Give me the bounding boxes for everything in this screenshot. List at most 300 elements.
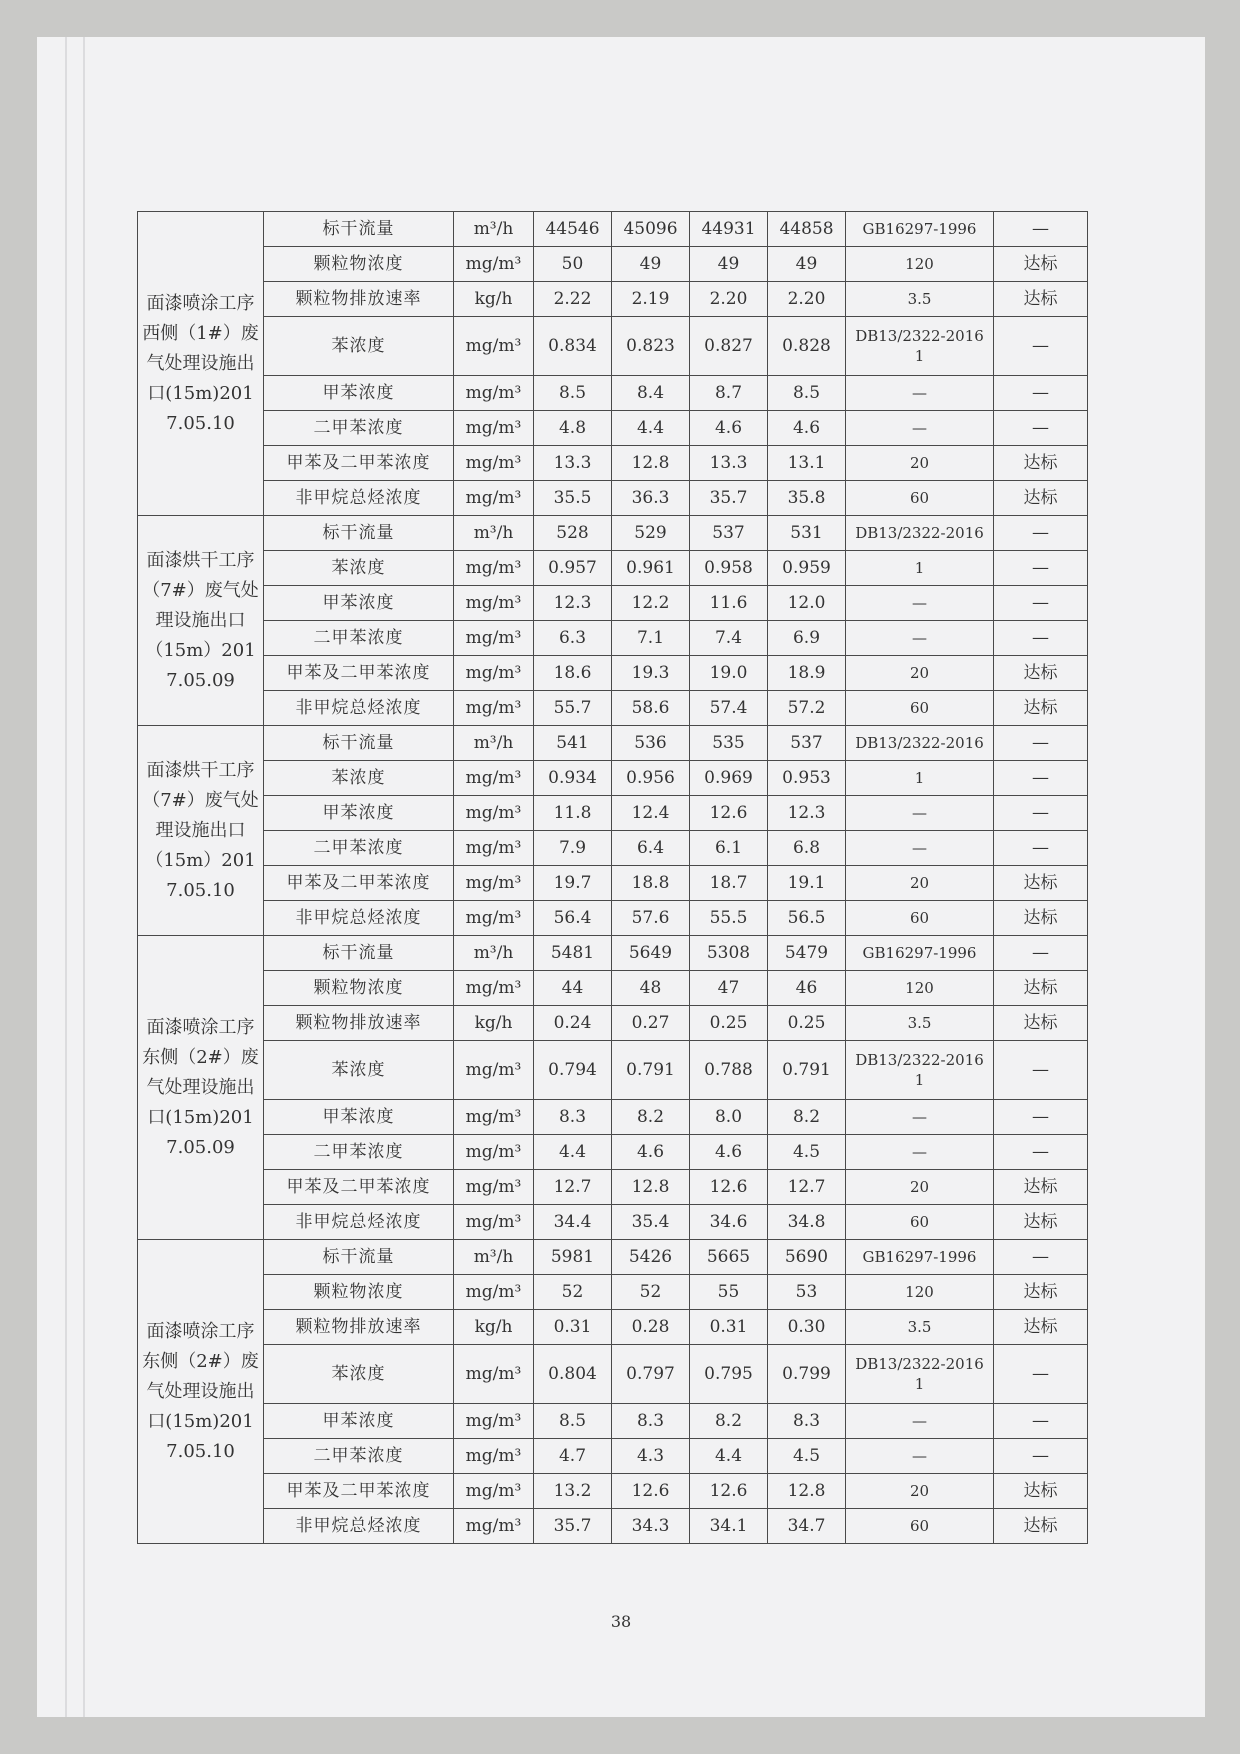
unit-cell: mg/m³ bbox=[454, 411, 534, 446]
value-cell: 8.4 bbox=[612, 376, 690, 411]
value-cell: 8.3 bbox=[612, 1404, 690, 1439]
value-cell: 5481 bbox=[534, 936, 612, 971]
standard-cell: — bbox=[846, 586, 994, 621]
value-cell: 7.4 bbox=[690, 621, 768, 656]
document-page bbox=[37, 37, 1205, 1717]
item-cell: 苯浓度 bbox=[264, 1345, 454, 1404]
table-row bbox=[138, 411, 1088, 446]
result-cell: 达标 bbox=[994, 971, 1088, 1006]
value-cell: 12.7 bbox=[768, 1170, 846, 1205]
unit-cell: mg/m³ bbox=[454, 1100, 534, 1135]
result-cell: 达标 bbox=[994, 656, 1088, 691]
unit-cell: mg/m³ bbox=[454, 1275, 534, 1310]
result-cell: — bbox=[994, 831, 1088, 866]
unit-cell: mg/m³ bbox=[454, 1041, 534, 1100]
unit-cell: mg/m³ bbox=[454, 1404, 534, 1439]
standard-cell: DB13/2322-2016 bbox=[846, 516, 994, 551]
value-cell: 5649 bbox=[612, 936, 690, 971]
unit-cell: mg/m³ bbox=[454, 446, 534, 481]
value-cell: 7.9 bbox=[534, 831, 612, 866]
result-cell: 达标 bbox=[994, 481, 1088, 516]
value-cell: 8.5 bbox=[768, 376, 846, 411]
table-row bbox=[138, 446, 1088, 481]
standard-cell: 3.5 bbox=[846, 1310, 994, 1345]
result-cell: 达标 bbox=[994, 1170, 1088, 1205]
value-cell: 34.7 bbox=[768, 1509, 846, 1544]
value-cell: 52 bbox=[534, 1275, 612, 1310]
value-cell: 0.961 bbox=[612, 551, 690, 586]
value-cell: 57.6 bbox=[612, 901, 690, 936]
standard-cell: DB13/2322-2016 1 bbox=[846, 1345, 994, 1404]
item-cell: 颗粒物浓度 bbox=[264, 247, 454, 282]
table-row bbox=[138, 971, 1088, 1006]
value-cell: 13.2 bbox=[534, 1474, 612, 1509]
binding-line bbox=[65, 37, 67, 1717]
value-cell: 35.8 bbox=[768, 481, 846, 516]
table-row bbox=[138, 1240, 1088, 1275]
item-cell: 苯浓度 bbox=[264, 317, 454, 376]
table-row bbox=[138, 1439, 1088, 1474]
standard-cell: 60 bbox=[846, 481, 994, 516]
table-row bbox=[138, 936, 1088, 971]
value-cell: 8.2 bbox=[612, 1100, 690, 1135]
value-cell: 8.0 bbox=[690, 1100, 768, 1135]
standard-cell: — bbox=[846, 796, 994, 831]
table-row bbox=[138, 1135, 1088, 1170]
value-cell: 4.6 bbox=[768, 411, 846, 446]
value-cell: 0.791 bbox=[768, 1041, 846, 1100]
value-cell: 4.6 bbox=[690, 1135, 768, 1170]
item-cell: 二甲苯浓度 bbox=[264, 831, 454, 866]
unit-cell: mg/m³ bbox=[454, 1205, 534, 1240]
value-cell: 4.4 bbox=[534, 1135, 612, 1170]
item-cell: 颗粒物浓度 bbox=[264, 971, 454, 1006]
value-cell: 0.794 bbox=[534, 1041, 612, 1100]
value-cell: 49 bbox=[768, 247, 846, 282]
value-cell: 47 bbox=[690, 971, 768, 1006]
unit-cell: mg/m³ bbox=[454, 621, 534, 656]
standard-cell: 3.5 bbox=[846, 1006, 994, 1041]
value-cell: 0.957 bbox=[534, 551, 612, 586]
value-cell: 4.6 bbox=[612, 1135, 690, 1170]
value-cell: 0.827 bbox=[690, 317, 768, 376]
table-row bbox=[138, 1474, 1088, 1509]
item-cell: 甲苯及二甲苯浓度 bbox=[264, 656, 454, 691]
value-cell: 11.6 bbox=[690, 586, 768, 621]
value-cell: 12.8 bbox=[612, 1170, 690, 1205]
item-cell: 甲苯及二甲苯浓度 bbox=[264, 1474, 454, 1509]
value-cell: 4.3 bbox=[612, 1439, 690, 1474]
standard-cell: — bbox=[846, 1439, 994, 1474]
value-cell: 0.956 bbox=[612, 761, 690, 796]
value-cell: 8.2 bbox=[768, 1100, 846, 1135]
value-cell: 5308 bbox=[690, 936, 768, 971]
value-cell: 57.2 bbox=[768, 691, 846, 726]
value-cell: 12.6 bbox=[612, 1474, 690, 1509]
table-row bbox=[138, 481, 1088, 516]
table-row bbox=[138, 1345, 1088, 1404]
unit-cell: kg/h bbox=[454, 1310, 534, 1345]
value-cell: 8.2 bbox=[690, 1404, 768, 1439]
result-cell: — bbox=[994, 726, 1088, 761]
value-cell: 0.31 bbox=[690, 1310, 768, 1345]
table-row bbox=[138, 1509, 1088, 1544]
value-cell: 12.6 bbox=[690, 796, 768, 831]
result-cell: 达标 bbox=[994, 1474, 1088, 1509]
value-cell: 0.31 bbox=[534, 1310, 612, 1345]
result-cell: — bbox=[994, 586, 1088, 621]
standard-cell: 120 bbox=[846, 247, 994, 282]
value-cell: 34.8 bbox=[768, 1205, 846, 1240]
item-cell: 二甲苯浓度 bbox=[264, 621, 454, 656]
value-cell: 13.3 bbox=[534, 446, 612, 481]
standard-cell: — bbox=[846, 1404, 994, 1439]
item-cell: 甲苯浓度 bbox=[264, 586, 454, 621]
value-cell: 55.5 bbox=[690, 901, 768, 936]
item-cell: 二甲苯浓度 bbox=[264, 1439, 454, 1474]
value-cell: 541 bbox=[534, 726, 612, 761]
value-cell: 0.27 bbox=[612, 1006, 690, 1041]
unit-cell: mg/m³ bbox=[454, 761, 534, 796]
result-cell: 达标 bbox=[994, 1275, 1088, 1310]
value-cell: 49 bbox=[690, 247, 768, 282]
value-cell: 535 bbox=[690, 726, 768, 761]
table-row bbox=[138, 1205, 1088, 1240]
value-cell: 6.3 bbox=[534, 621, 612, 656]
item-cell: 标干流量 bbox=[264, 212, 454, 247]
standard-cell: 60 bbox=[846, 691, 994, 726]
unit-cell: mg/m³ bbox=[454, 376, 534, 411]
result-cell: — bbox=[994, 1439, 1088, 1474]
table-row bbox=[138, 1041, 1088, 1100]
section-label: 面漆烘干工序（7#）废气处理设施出口（15m）2017.05.10 bbox=[138, 726, 264, 936]
standard-cell: — bbox=[846, 376, 994, 411]
value-cell: 528 bbox=[534, 516, 612, 551]
table-row bbox=[138, 656, 1088, 691]
result-cell: 达标 bbox=[994, 866, 1088, 901]
value-cell: 529 bbox=[612, 516, 690, 551]
value-cell: 4.8 bbox=[534, 411, 612, 446]
standard-cell: 60 bbox=[846, 1205, 994, 1240]
value-cell: 56.5 bbox=[768, 901, 846, 936]
table-row bbox=[138, 691, 1088, 726]
standard-cell: GB16297-1996 bbox=[846, 936, 994, 971]
value-cell: 12.0 bbox=[768, 586, 846, 621]
table-row bbox=[138, 282, 1088, 317]
value-cell: 48 bbox=[612, 971, 690, 1006]
item-cell: 甲苯及二甲苯浓度 bbox=[264, 446, 454, 481]
result-cell: — bbox=[994, 1135, 1088, 1170]
unit-cell: m³/h bbox=[454, 726, 534, 761]
value-cell: 0.958 bbox=[690, 551, 768, 586]
value-cell: 34.4 bbox=[534, 1205, 612, 1240]
value-cell: 46 bbox=[768, 971, 846, 1006]
value-cell: 0.25 bbox=[768, 1006, 846, 1041]
value-cell: 0.28 bbox=[612, 1310, 690, 1345]
table-row bbox=[138, 761, 1088, 796]
item-cell: 苯浓度 bbox=[264, 761, 454, 796]
value-cell: 19.7 bbox=[534, 866, 612, 901]
result-cell: — bbox=[994, 1100, 1088, 1135]
unit-cell: mg/m³ bbox=[454, 901, 534, 936]
value-cell: 44 bbox=[534, 971, 612, 1006]
result-cell: — bbox=[994, 796, 1088, 831]
standard-cell: 1 bbox=[846, 761, 994, 796]
item-cell: 标干流量 bbox=[264, 936, 454, 971]
standard-cell: 20 bbox=[846, 446, 994, 481]
value-cell: 0.791 bbox=[612, 1041, 690, 1100]
result-cell: — bbox=[994, 317, 1088, 376]
value-cell: 44931 bbox=[690, 212, 768, 247]
value-cell: 536 bbox=[612, 726, 690, 761]
unit-cell: mg/m³ bbox=[454, 1345, 534, 1404]
result-cell: — bbox=[994, 212, 1088, 247]
value-cell: 4.6 bbox=[690, 411, 768, 446]
unit-cell: mg/m³ bbox=[454, 796, 534, 831]
value-cell: 2.19 bbox=[612, 282, 690, 317]
table-row bbox=[138, 586, 1088, 621]
unit-cell: mg/m³ bbox=[454, 691, 534, 726]
item-cell: 甲苯浓度 bbox=[264, 1100, 454, 1135]
item-cell: 二甲苯浓度 bbox=[264, 411, 454, 446]
value-cell: 12.2 bbox=[612, 586, 690, 621]
value-cell: 6.4 bbox=[612, 831, 690, 866]
result-cell: 达标 bbox=[994, 446, 1088, 481]
value-cell: 19.0 bbox=[690, 656, 768, 691]
section-label: 面漆喷涂工序东侧（2#）废气处理设施出口(15m)2017.05.10 bbox=[138, 1240, 264, 1544]
standard-cell: 20 bbox=[846, 1474, 994, 1509]
value-cell: 35.7 bbox=[690, 481, 768, 516]
result-cell: 达标 bbox=[994, 247, 1088, 282]
value-cell: 4.5 bbox=[768, 1439, 846, 1474]
value-cell: 12.3 bbox=[534, 586, 612, 621]
value-cell: 0.934 bbox=[534, 761, 612, 796]
table-row bbox=[138, 726, 1088, 761]
item-cell: 标干流量 bbox=[264, 516, 454, 551]
value-cell: 0.25 bbox=[690, 1006, 768, 1041]
item-cell: 颗粒物排放速率 bbox=[264, 1006, 454, 1041]
item-cell: 颗粒物浓度 bbox=[264, 1275, 454, 1310]
item-cell: 非甲烷总烃浓度 bbox=[264, 901, 454, 936]
unit-cell: mg/m³ bbox=[454, 1135, 534, 1170]
value-cell: 55.7 bbox=[534, 691, 612, 726]
result-cell: — bbox=[994, 1345, 1088, 1404]
standard-cell: 3.5 bbox=[846, 282, 994, 317]
value-cell: 7.1 bbox=[612, 621, 690, 656]
unit-cell: mg/m³ bbox=[454, 247, 534, 282]
value-cell: 52 bbox=[612, 1275, 690, 1310]
value-cell: 0.959 bbox=[768, 551, 846, 586]
value-cell: 0.795 bbox=[690, 1345, 768, 1404]
item-cell: 非甲烷总烃浓度 bbox=[264, 1205, 454, 1240]
value-cell: 34.1 bbox=[690, 1509, 768, 1544]
value-cell: 6.8 bbox=[768, 831, 846, 866]
value-cell: 18.8 bbox=[612, 866, 690, 901]
table-row bbox=[138, 621, 1088, 656]
value-cell: 0.797 bbox=[612, 1345, 690, 1404]
result-cell: 达标 bbox=[994, 691, 1088, 726]
value-cell: 0.788 bbox=[690, 1041, 768, 1100]
standard-cell: — bbox=[846, 1100, 994, 1135]
item-cell: 标干流量 bbox=[264, 726, 454, 761]
value-cell: 2.20 bbox=[768, 282, 846, 317]
section-label: 面漆喷涂工序西侧（1#）废气处理设施出口(15m)2017.05.10 bbox=[138, 212, 264, 516]
unit-cell: mg/m³ bbox=[454, 1509, 534, 1544]
value-cell: 537 bbox=[690, 516, 768, 551]
value-cell: 5690 bbox=[768, 1240, 846, 1275]
unit-cell: mg/m³ bbox=[454, 866, 534, 901]
value-cell: 12.7 bbox=[534, 1170, 612, 1205]
value-cell: 0.828 bbox=[768, 317, 846, 376]
table-row bbox=[138, 1100, 1088, 1135]
item-cell: 颗粒物排放速率 bbox=[264, 282, 454, 317]
value-cell: 19.1 bbox=[768, 866, 846, 901]
item-cell: 甲苯浓度 bbox=[264, 1404, 454, 1439]
unit-cell: m³/h bbox=[454, 1240, 534, 1275]
value-cell: 0.953 bbox=[768, 761, 846, 796]
standard-cell: DB13/2322-2016 1 bbox=[846, 1041, 994, 1100]
result-cell: — bbox=[994, 621, 1088, 656]
value-cell: 19.3 bbox=[612, 656, 690, 691]
table-row bbox=[138, 212, 1088, 247]
value-cell: 2.22 bbox=[534, 282, 612, 317]
table-row bbox=[138, 901, 1088, 936]
page-number: 38 bbox=[610, 1612, 632, 1631]
result-cell: — bbox=[994, 376, 1088, 411]
table-row bbox=[138, 866, 1088, 901]
value-cell: 4.4 bbox=[612, 411, 690, 446]
result-cell: — bbox=[994, 761, 1088, 796]
value-cell: 4.7 bbox=[534, 1439, 612, 1474]
standard-cell: DB13/2322-2016 bbox=[846, 726, 994, 761]
value-cell: 18.7 bbox=[690, 866, 768, 901]
table-row bbox=[138, 1310, 1088, 1345]
value-cell: 57.4 bbox=[690, 691, 768, 726]
item-cell: 甲苯及二甲苯浓度 bbox=[264, 866, 454, 901]
value-cell: 537 bbox=[768, 726, 846, 761]
binding-line bbox=[83, 37, 85, 1717]
value-cell: 0.30 bbox=[768, 1310, 846, 1345]
value-cell: 12.6 bbox=[690, 1170, 768, 1205]
table-row bbox=[138, 796, 1088, 831]
section-label: 面漆烘干工序（7#）废气处理设施出口（15m）2017.05.09 bbox=[138, 516, 264, 726]
value-cell: 50 bbox=[534, 247, 612, 282]
value-cell: 49 bbox=[612, 247, 690, 282]
table-row bbox=[138, 551, 1088, 586]
value-cell: 12.8 bbox=[768, 1474, 846, 1509]
value-cell: 0.804 bbox=[534, 1345, 612, 1404]
result-cell: 达标 bbox=[994, 1205, 1088, 1240]
item-cell: 苯浓度 bbox=[264, 1041, 454, 1100]
result-cell: — bbox=[994, 411, 1088, 446]
item-cell: 非甲烷总烃浓度 bbox=[264, 1509, 454, 1544]
table-row bbox=[138, 1404, 1088, 1439]
value-cell: 4.5 bbox=[768, 1135, 846, 1170]
item-cell: 甲苯及二甲苯浓度 bbox=[264, 1170, 454, 1205]
result-cell: 达标 bbox=[994, 901, 1088, 936]
value-cell: 18.9 bbox=[768, 656, 846, 691]
standard-cell: 60 bbox=[846, 901, 994, 936]
unit-cell: mg/m³ bbox=[454, 1170, 534, 1205]
value-cell: 13.1 bbox=[768, 446, 846, 481]
item-cell: 甲苯浓度 bbox=[264, 376, 454, 411]
result-cell: — bbox=[994, 1404, 1088, 1439]
value-cell: 8.7 bbox=[690, 376, 768, 411]
value-cell: 5665 bbox=[690, 1240, 768, 1275]
table-row bbox=[138, 516, 1088, 551]
unit-cell: mg/m³ bbox=[454, 971, 534, 1006]
value-cell: 11.8 bbox=[534, 796, 612, 831]
table-row bbox=[138, 376, 1088, 411]
result-cell: — bbox=[994, 1240, 1088, 1275]
value-cell: 531 bbox=[768, 516, 846, 551]
table-row bbox=[138, 1006, 1088, 1041]
value-cell: 0.823 bbox=[612, 317, 690, 376]
item-cell: 标干流量 bbox=[264, 1240, 454, 1275]
standard-cell: GB16297-1996 bbox=[846, 1240, 994, 1275]
standard-cell: GB16297-1996 bbox=[846, 212, 994, 247]
result-cell: 达标 bbox=[994, 282, 1088, 317]
result-cell: 达标 bbox=[994, 1310, 1088, 1345]
value-cell: 8.5 bbox=[534, 1404, 612, 1439]
value-cell: 12.6 bbox=[690, 1474, 768, 1509]
value-cell: 8.3 bbox=[768, 1404, 846, 1439]
value-cell: 58.6 bbox=[612, 691, 690, 726]
standard-cell: 20 bbox=[846, 1170, 994, 1205]
item-cell: 非甲烷总烃浓度 bbox=[264, 481, 454, 516]
unit-cell: mg/m³ bbox=[454, 1439, 534, 1474]
standard-cell: 60 bbox=[846, 1509, 994, 1544]
unit-cell: kg/h bbox=[454, 282, 534, 317]
standard-cell: 120 bbox=[846, 1275, 994, 1310]
value-cell: 36.3 bbox=[612, 481, 690, 516]
section-label: 面漆喷涂工序东侧（2#）废气处理设施出口(15m)2017.05.09 bbox=[138, 936, 264, 1240]
value-cell: 18.6 bbox=[534, 656, 612, 691]
value-cell: 12.8 bbox=[612, 446, 690, 481]
unit-cell: kg/h bbox=[454, 1006, 534, 1041]
item-cell: 甲苯浓度 bbox=[264, 796, 454, 831]
table-row bbox=[138, 317, 1088, 376]
unit-cell: mg/m³ bbox=[454, 317, 534, 376]
item-cell: 苯浓度 bbox=[264, 551, 454, 586]
value-cell: 56.4 bbox=[534, 901, 612, 936]
result-cell: — bbox=[994, 1041, 1088, 1100]
value-cell: 0.969 bbox=[690, 761, 768, 796]
result-cell: — bbox=[994, 936, 1088, 971]
item-cell: 非甲烷总烃浓度 bbox=[264, 691, 454, 726]
unit-cell: m³/h bbox=[454, 936, 534, 971]
emission-monitoring-table bbox=[137, 211, 1088, 1544]
standard-cell: 120 bbox=[846, 971, 994, 1006]
value-cell: 6.1 bbox=[690, 831, 768, 866]
value-cell: 4.4 bbox=[690, 1439, 768, 1474]
value-cell: 45096 bbox=[612, 212, 690, 247]
value-cell: 5981 bbox=[534, 1240, 612, 1275]
result-cell: 达标 bbox=[994, 1509, 1088, 1544]
value-cell: 44546 bbox=[534, 212, 612, 247]
table-row bbox=[138, 831, 1088, 866]
standard-cell: — bbox=[846, 831, 994, 866]
standard-cell: — bbox=[846, 621, 994, 656]
value-cell: 55 bbox=[690, 1275, 768, 1310]
value-cell: 53 bbox=[768, 1275, 846, 1310]
value-cell: 5479 bbox=[768, 936, 846, 971]
result-cell: — bbox=[994, 551, 1088, 586]
value-cell: 12.3 bbox=[768, 796, 846, 831]
standard-cell: 20 bbox=[846, 656, 994, 691]
emission-table-wrapper bbox=[137, 211, 1087, 1544]
value-cell: 8.3 bbox=[534, 1100, 612, 1135]
